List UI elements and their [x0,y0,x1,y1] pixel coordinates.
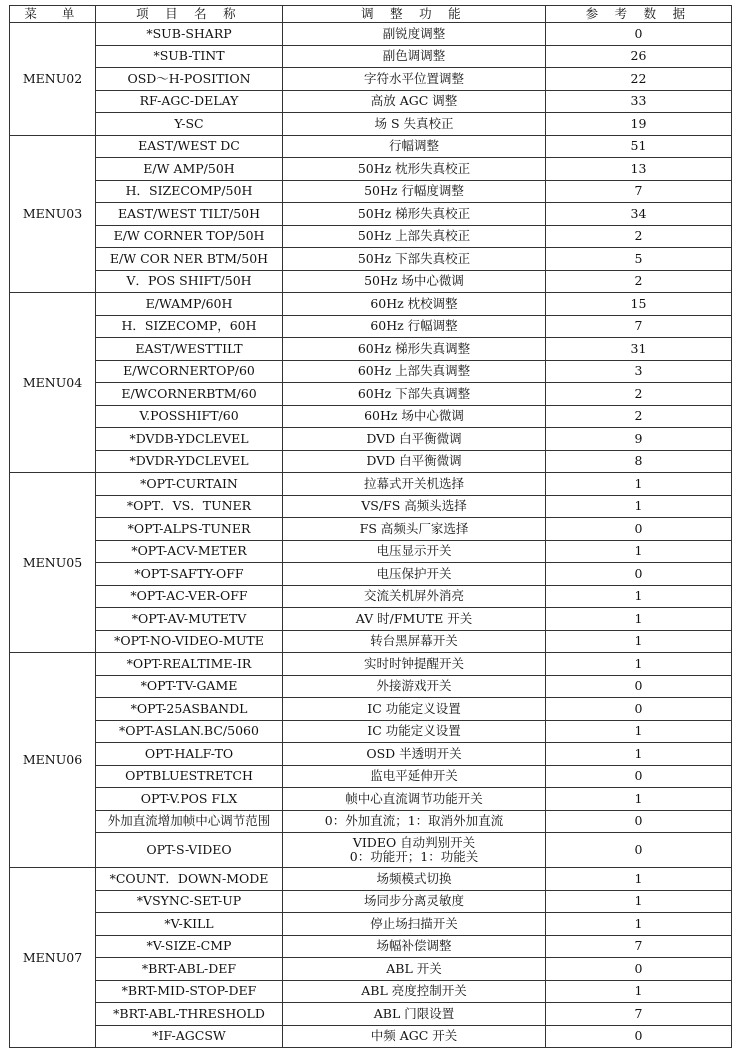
function-cell: 60Hz 下部失真调整 [283,383,546,406]
reference-value-cell: 0 [546,675,732,698]
item-name-cell: V.POSSHIFT/60 [96,405,283,428]
reference-value-cell: 31 [546,338,732,361]
function-cell: 60Hz 枕校调整 [283,293,546,316]
function-cell: 拉幕式开关机选择 [283,473,546,496]
item-name-cell: OPTBLUESTRETCH [96,765,283,788]
table-row [10,495,732,518]
function-cell: 60Hz 行幅调整 [283,315,546,338]
item-name-cell: *OPT-AV-MUTETV [96,608,283,631]
table-row [10,833,732,868]
function-cell: IC 功能定义设置 [283,720,546,743]
reference-value-cell: 7 [546,180,732,203]
table-row [10,698,732,721]
item-name-cell: *OPT-ACV-METER [96,540,283,563]
item-name-cell: H．SIZECOMP，60H [96,315,283,338]
table-row [10,868,732,891]
table-row [10,113,732,136]
item-name-cell: H．SIZECOMP/50H [96,180,283,203]
reference-value-cell: 1 [546,630,732,653]
menu-cell: MENU02 [10,23,96,136]
reference-value-cell: 1 [546,868,732,891]
function-cell: ABL 亮度控制开关 [283,980,546,1003]
item-name-cell: OPT-S-VIDEO [96,833,283,868]
reference-value-cell: 2 [546,270,732,293]
item-name-cell: *OPT．VS．TUNER [96,495,283,518]
item-name-cell: E/WCORNERBTM/60 [96,383,283,406]
reference-value-cell: 1 [546,608,732,631]
table-row [10,45,732,68]
reference-value-cell: 1 [546,743,732,766]
function-cell: 字符水平位置调整 [283,68,546,91]
reference-value-cell: 7 [546,315,732,338]
table-row [10,540,732,563]
reference-value-cell: 9 [546,428,732,451]
reference-value-cell: 1 [546,473,732,496]
function-cell: 场频模式切换 [283,868,546,891]
table-row [10,135,732,158]
function-cell: 实时时钟提醒开关 [283,653,546,676]
item-name-cell: Y-SC [96,113,283,136]
item-name-cell: RF-AGC-DELAY [96,90,283,113]
function-cell: 监电平延伸开关 [283,765,546,788]
function-cell: 60Hz 梯形失真调整 [283,338,546,361]
function-cell: 交流关机屏外消亮 [283,585,546,608]
header-menu: 菜 单 [10,6,96,23]
reference-value-cell: 0 [546,810,732,833]
reference-value-cell: 34 [546,203,732,226]
menu-group-menu06 [10,653,732,868]
reference-value-cell: 13 [546,158,732,181]
function-cell [283,833,546,868]
header-reference-value: 参 考 数 据 [546,6,732,23]
function-cell: 电压保护开关 [283,563,546,586]
function-cell: AV 时/FMUTE 开关 [283,608,546,631]
table-row [10,450,732,473]
item-name-cell: *VSYNC-SET-UP [96,890,283,913]
function-cell: DVD 白平衡微调 [283,450,546,473]
function-cell: 行幅调整 [283,135,546,158]
table-row [10,630,732,653]
reference-value-cell: 0 [546,833,732,868]
table-row [10,68,732,91]
reference-value-cell: 1 [546,495,732,518]
function-line-2: 0：功能开；1：功能关 [349,849,479,864]
table-row [10,980,732,1003]
reference-value-cell: 0 [546,698,732,721]
function-cell: 副色调调整 [283,45,546,68]
table-row [10,675,732,698]
function-cell: FS 高频头厂家选择 [283,518,546,541]
menu-group-menu07 [10,868,732,1048]
item-name-cell: 外加直流增加帧中心调节范围 [96,810,283,833]
reference-value-cell: 0 [546,563,732,586]
function-cell: ABL 门限设置 [283,1003,546,1026]
item-name-cell: EAST/WEST DC [96,135,283,158]
reference-value-cell: 7 [546,935,732,958]
table-row [10,360,732,383]
function-cell: 50Hz 梯形失真校正 [283,203,546,226]
menu-group-menu03 [10,135,732,293]
menu-parameter-table-sheet [9,5,732,1048]
reference-value-cell: 1 [546,720,732,743]
reference-value-cell: 2 [546,405,732,428]
item-name-cell: *V-KILL [96,913,283,936]
reference-value-cell: 0 [546,958,732,981]
item-name-cell: *BRT-ABL-DEF [96,958,283,981]
table-row [10,788,732,811]
header-function: 调 整 功 能 [283,6,546,23]
function-cell: 中频 AGC 开关 [283,1025,546,1048]
function-cell: 60Hz 场中心微调 [283,405,546,428]
table-row [10,743,732,766]
function-cell: 0：外加直流；1：取消外加直流 [283,810,546,833]
item-name-cell: *SUB-TINT [96,45,283,68]
table-row [10,180,732,203]
item-name-cell: E/W COR NER BTM/50H [96,248,283,271]
function-cell: OSD 半透明开关 [283,743,546,766]
item-name-cell: *IF-AGCSW [96,1025,283,1048]
function-cell: 50Hz 场中心微调 [283,270,546,293]
menu-cell: MENU04 [10,293,96,473]
reference-value-cell: 33 [546,90,732,113]
table-row [10,585,732,608]
reference-value-cell: 1 [546,540,732,563]
item-name-cell: *OPT-SAFTY-OFF [96,563,283,586]
function-line-1: VIDEO 自动判别开关 [352,835,476,850]
function-cell: 停止场扫描开关 [283,913,546,936]
function-cell: DVD 白平衡微调 [283,428,546,451]
item-name-cell: *OPT-ASLAN.BC/5060 [96,720,283,743]
table-row [10,90,732,113]
item-name-cell: E/WCORNERTOP/60 [96,360,283,383]
reference-value-cell: 26 [546,45,732,68]
item-name-cell: *BRT-MID-STOP-DEF [96,980,283,1003]
menu-parameter-table [9,5,732,1048]
reference-value-cell: 8 [546,450,732,473]
item-name-cell: *DVDB-YDCLEVEL [96,428,283,451]
function-cell: 外接游戏开关 [283,675,546,698]
item-name-cell: E/W CORNER TOP/50H [96,225,283,248]
item-name-cell: *OPT-25ASBANDL [96,698,283,721]
item-name-cell: *OPT-CURTAIN [96,473,283,496]
function-cell: 帧中心直流调节功能开关 [283,788,546,811]
item-name-cell: *V-SIZE-CMP [96,935,283,958]
function-cell: VS/FS 高频头选择 [283,495,546,518]
table-row [10,518,732,541]
table-row [10,315,732,338]
menu-cell: MENU06 [10,653,96,868]
function-cell: 50Hz 行幅度调整 [283,180,546,203]
table-row [10,270,732,293]
table-row [10,23,732,46]
function-cell: 50Hz 上部失真校正 [283,225,546,248]
reference-value-cell: 19 [546,113,732,136]
item-name-cell: *OPT-REALTIME-IR [96,653,283,676]
reference-value-cell: 1 [546,653,732,676]
item-name-cell: E/WAMP/60H [96,293,283,316]
table-row [10,248,732,271]
reference-value-cell: 1 [546,913,732,936]
reference-value-cell: 2 [546,383,732,406]
table-row [10,338,732,361]
item-name-cell: E/W AMP/50H [96,158,283,181]
function-cell: 电压显示开关 [283,540,546,563]
table-row [10,890,732,913]
item-name-cell: *OPT-TV-GAME [96,675,283,698]
reference-value-cell: 5 [546,248,732,271]
item-name-cell: V．POS SHIFT/50H [96,270,283,293]
menu-cell: MENU03 [10,135,96,293]
item-name-cell: *DVDR-YDCLEVEL [96,450,283,473]
table-row [10,765,732,788]
reference-value-cell: 0 [546,23,732,46]
item-name-cell: *SUB-SHARP [96,23,283,46]
item-name-cell: OPT-V.POS FLX [96,788,283,811]
table-row [10,913,732,936]
table-row [10,720,732,743]
item-name-cell: *OPT-AC-VER-OFF [96,585,283,608]
reference-value-cell: 2 [546,225,732,248]
table-row [10,958,732,981]
table-row [10,158,732,181]
table-row [10,1025,732,1048]
table-row [10,225,732,248]
function-cell: 60Hz 上部失真调整 [283,360,546,383]
function-cell: 场 S 失真校正 [283,113,546,136]
reference-value-cell: 1 [546,585,732,608]
menu-cell: MENU07 [10,868,96,1048]
table-row [10,608,732,631]
item-name-cell: EAST/WESTTILT [96,338,283,361]
item-name-cell: OSD～H-POSITION [96,68,283,91]
item-name-cell: *OPT-ALPS-TUNER [96,518,283,541]
table-row [10,1003,732,1026]
reference-value-cell: 1 [546,980,732,1003]
reference-value-cell: 1 [546,890,732,913]
reference-value-cell: 0 [546,765,732,788]
item-name-cell: *BRT-ABL-THRESHOLD [96,1003,283,1026]
reference-value-cell: 22 [546,68,732,91]
item-name-cell: *COUNT．DOWN-MODE [96,868,283,891]
function-cell: 副锐度调整 [283,23,546,46]
function-cell: 转台黑屏幕开关 [283,630,546,653]
menu-group-menu05 [10,473,732,653]
function-cell: ABL 开关 [283,958,546,981]
table-row [10,935,732,958]
item-name-cell: EAST/WEST TILT/50H [96,203,283,226]
table-row [10,383,732,406]
function-cell: 场同步分离灵敏度 [283,890,546,913]
menu-group-menu04 [10,293,732,473]
function-cell: 场幅补偿调整 [283,935,546,958]
table-row [10,405,732,428]
menu-cell: MENU05 [10,473,96,653]
header-row [10,6,732,23]
table-row [10,810,732,833]
reference-value-cell: 51 [546,135,732,158]
table-row [10,653,732,676]
table-row [10,293,732,316]
function-cell: 高放 AGC 调整 [283,90,546,113]
reference-value-cell: 7 [546,1003,732,1026]
table-row [10,563,732,586]
function-cell: IC 功能定义设置 [283,698,546,721]
header-item-name: 项 目 名 称 [96,6,283,23]
reference-value-cell: 1 [546,788,732,811]
item-name-cell: *OPT-NO-VIDEO-MUTE [96,630,283,653]
function-cell: 50Hz 下部失真校正 [283,248,546,271]
reference-value-cell: 0 [546,1025,732,1048]
table-row [10,428,732,451]
menu-group-menu02 [10,23,732,136]
reference-value-cell: 15 [546,293,732,316]
table-row [10,473,732,496]
function-cell: 50Hz 枕形失真校正 [283,158,546,181]
reference-value-cell: 3 [546,360,732,383]
item-name-cell: OPT-HALF-TO [96,743,283,766]
table-row [10,203,732,226]
reference-value-cell: 0 [546,518,732,541]
